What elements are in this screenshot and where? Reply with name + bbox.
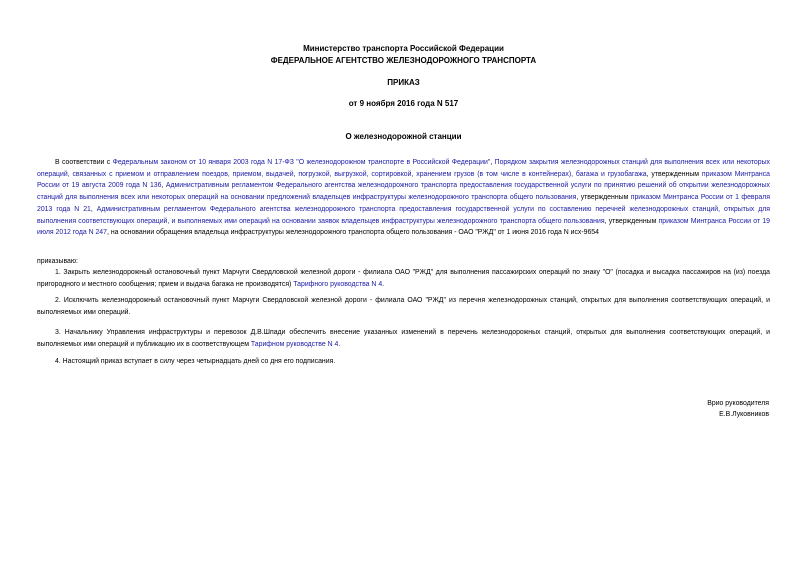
- order-247-link[interactable]: приказом Минтранса России от 19 июля 2012 года N 247: [37, 217, 771, 237]
- station-list-regulation-link[interactable]: Административным регламентом Федерального агентства железнодорожного транспорта предоставления государственной услуги по составлению перечней железнодорожных станций, открытых для выполнения соответствующих операций, и выполняемых ими операций на основании заявок владельцев инфраструктуры железнодорожного транспорта общего пользования: [37, 205, 770, 225]
- intro-text: , утвержденным: [576, 194, 631, 202]
- intro-text: В соответствии с: [55, 159, 113, 166]
- station-closing-procedure-link[interactable]: Порядком закрытия железнодорожных станций для выполнения всех или некоторых операций, связанных с приемом и отправлением поездов, приемом, выдачей, погрузкой, выгрузкой, сортировкой, хранением грузов (в том числе в контейнерах), багажа и грузобагажа: [37, 159, 770, 178]
- order-21-link[interactable]: приказом Минтранса России от 1 февраля 2013 года N 21: [37, 194, 770, 213]
- document-subject: О железнодорожной станции: [345, 132, 462, 141]
- intro-text: ,: [490, 159, 495, 166]
- intro-paragraph: [37, 157, 770, 239]
- intro-text: ,: [161, 182, 166, 190]
- tariff-guide-link[interactable]: Тарифном руководстве N 4: [250, 340, 339, 348]
- tariff-guide-link[interactable]: Тарифного руководства N 4: [293, 280, 383, 288]
- intro-text: , утвержденным: [646, 170, 702, 178]
- federal-law-link[interactable]: Федеральным законом от 10 января 2003 года N 17-ФЗ "О железнодорожном транспорте в Российской Федерации": [112, 159, 491, 166]
- intro-text: , утвержденным: [604, 217, 659, 225]
- ministry-heading: Министерство транспорта Российской Федерации: [303, 44, 504, 53]
- item-1-paragraph: [37, 267, 770, 290]
- document-type: ПРИКАЗ: [387, 78, 420, 87]
- opening-regulation-link[interactable]: Административным регламентом Федерального агентства железнодорожного транспорта предоставления государственной услуги по принятию решений об открытии железнодорожных станций для выполнения всех или некоторых операций на основании предложений владельцев инфраструктуры железнодорожного транспорта общего пользования: [37, 182, 770, 202]
- document-date: от 9 ноября 2016 года N 517: [348, 99, 459, 108]
- order-word: приказываю:: [37, 258, 78, 265]
- item-1-text: 1. Закрыть железнодорожный остановочный пункт Марчуги Свердловской железной дороги - филиала ОАО "РЖД" для выполнения пассажирских операций по знаку "О" (посадка и высадка пассажиров на (из) поезда пригородного и местного сообщения; прием и выдача багажа не производятся): [37, 269, 770, 288]
- item-3-end: .: [338, 340, 341, 348]
- signature-name: Е.В.Луковников: [719, 411, 769, 418]
- agency-heading: ФЕДЕРАЛЬНОЕ АГЕНТСТВО ЖЕЛЕЗНОДОРОЖНОГО ТРАНСПОРТА: [270, 56, 537, 65]
- item-2-paragraph: 2. Исключить железнодорожный остановочный пункт Марчуги Свердловской железной дороги - филиала ОАО "РЖД" из перечня железнодорожных станций, открытых для выполнения соответствующих операций, и выполняемых ими операций.: [37, 297, 770, 316]
- signature-position: Врио руководителя: [707, 400, 769, 407]
- order-136-link[interactable]: приказом Минтранса России от 19 августа 2009 года N 136: [37, 170, 770, 190]
- item-3-text: 3. Начальнику Управления инфраструктуры и перевозок Д.В.Шпади обеспечить внесение указанных изменений в перечень железнодорожных станций, открытых для выполнения соответствующих операций, и выполняемых ими операций и публикацию их в соответствующем: [37, 329, 770, 348]
- intro-text: , на основании обращения владельца инфраструктуры железнодорожного транспорта общего пользования - ОАО "РЖД" от 1 июня 2016 года N исх-9654: [106, 229, 599, 237]
- intro-text: ,: [90, 205, 97, 213]
- item-3-paragraph: [37, 327, 770, 350]
- item-4-paragraph: 4. Настоящий приказ вступает в силу через четырнадцать дней со дня его подписания.: [55, 358, 336, 365]
- item-1-end: .: [382, 280, 385, 288]
